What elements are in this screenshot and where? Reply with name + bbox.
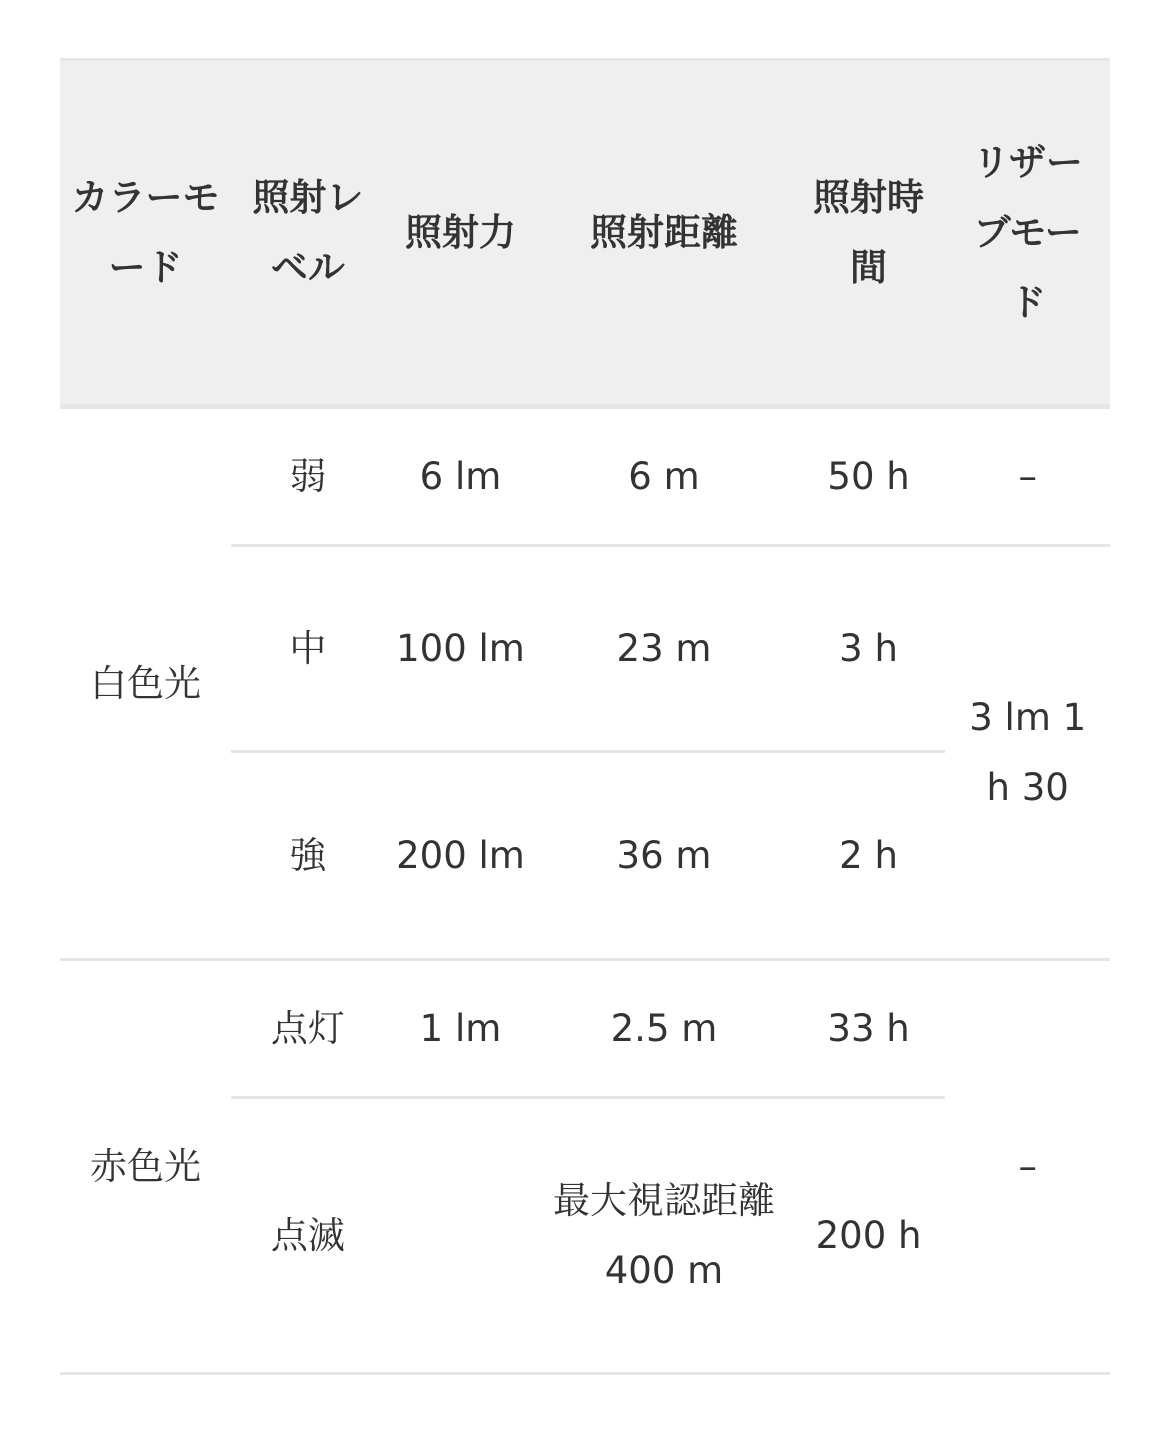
level-cell: 中	[231, 546, 385, 752]
header-reserve: リザーブモード	[945, 60, 1110, 407]
header-level: 照射レベル	[231, 60, 385, 407]
header-row	[60, 60, 1110, 407]
header-lumen: 照射力	[385, 60, 537, 407]
header-color-mode: カラーモード	[60, 60, 231, 407]
time-cell: 50 h	[792, 407, 946, 546]
time-cell: 200 h	[792, 1098, 946, 1374]
lumen-cell: 1 lm	[385, 960, 537, 1098]
header-time: 照射時間	[792, 60, 946, 407]
level-cell: 点滅	[231, 1098, 385, 1374]
spec-table	[60, 58, 1110, 1375]
lumen-cell: 6 lm	[385, 407, 537, 546]
distance-cell: 36 m	[536, 752, 791, 960]
color-mode-red: 赤色光	[60, 960, 231, 1374]
reserve-cell-red: –	[945, 960, 1110, 1374]
table-row	[60, 407, 1110, 546]
level-cell: 点灯	[231, 960, 385, 1098]
level-cell: 弱	[231, 407, 385, 546]
table-body	[60, 407, 1110, 1374]
table-header	[60, 60, 1110, 407]
lumen-cell: 100 lm	[385, 546, 537, 752]
distance-cell: 2.5 m	[536, 960, 791, 1098]
reserve-cell: –	[945, 407, 1110, 546]
time-cell: 33 h	[792, 960, 946, 1098]
time-cell: 3 h	[792, 546, 946, 752]
distance-cell: 23 m	[536, 546, 791, 752]
header-distance: 照射距離	[536, 60, 791, 407]
color-mode-white: 白色光	[60, 407, 231, 960]
lumen-cell	[385, 1098, 537, 1374]
table-row	[60, 960, 1110, 1098]
time-cell: 2 h	[792, 752, 946, 960]
distance-cell: 6 m	[536, 407, 791, 546]
lumen-cell: 200 lm	[385, 752, 537, 960]
level-cell: 強	[231, 752, 385, 960]
distance-cell: 最大視認距離 400 m	[536, 1098, 791, 1374]
reserve-cell-white: 3 lm 1 h 30	[945, 546, 1110, 960]
